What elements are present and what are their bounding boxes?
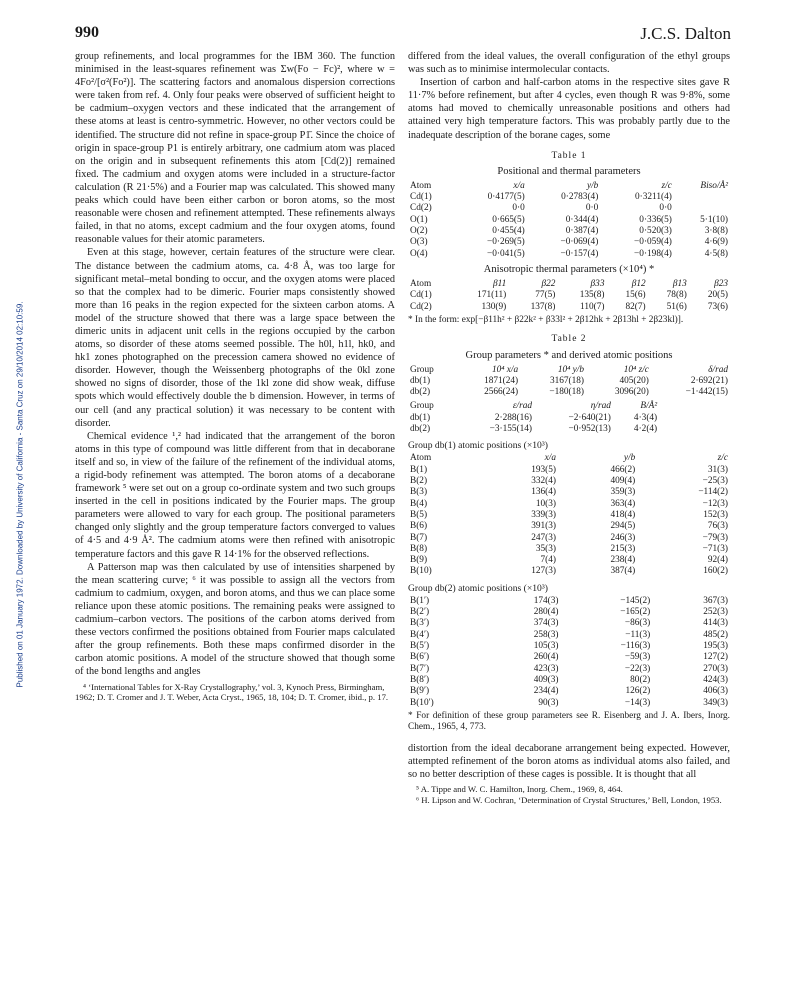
table-cell: 215(3) bbox=[610, 543, 636, 554]
table-1-caption: Table 1 bbox=[551, 150, 587, 161]
table-cell: 418(4) bbox=[610, 509, 636, 520]
table-row bbox=[408, 521, 730, 532]
table-cell: 76(3) bbox=[707, 521, 728, 532]
table-cell: 0·0 bbox=[659, 203, 672, 214]
table-cell: 409(3) bbox=[533, 674, 559, 685]
table-cell: −2·640(21) bbox=[568, 412, 611, 423]
table-cell: 247(3) bbox=[531, 532, 556, 543]
table-cell: −0·157(4) bbox=[560, 248, 599, 259]
table-cell: 409(4) bbox=[610, 476, 636, 487]
table-cell: −145(2) bbox=[620, 595, 651, 606]
table-cell: 294(5) bbox=[610, 521, 636, 532]
table-cell: 270(3) bbox=[703, 663, 728, 674]
table-2-note: * For definition of these group parameters see R. Eisenberg and J. A. Ibers, Inorg. Chem., 1965, 4, 773. bbox=[408, 710, 730, 733]
table-cell bbox=[674, 203, 730, 214]
table-cell: 127(3) bbox=[531, 566, 556, 577]
table-cell: 258(3) bbox=[533, 629, 559, 640]
table-cell: db(1) bbox=[410, 412, 431, 423]
table-header-cell: β22 bbox=[541, 279, 556, 290]
table-cell: 7(4) bbox=[540, 555, 556, 566]
table-cell: 15(6) bbox=[625, 290, 646, 301]
table-cell: 414(3) bbox=[703, 618, 728, 629]
table-header-cell: 10⁴ z/c bbox=[623, 364, 649, 375]
table-row bbox=[408, 226, 730, 237]
table-cell: 3096(20) bbox=[614, 387, 649, 398]
table-cell: 332(4) bbox=[531, 476, 556, 487]
table-row bbox=[408, 686, 730, 697]
table-cell: 135(8) bbox=[579, 290, 605, 301]
table-cell: 20(5) bbox=[707, 290, 728, 301]
table-header-cell: Group bbox=[410, 364, 434, 375]
table-row bbox=[408, 596, 730, 607]
table-cell: 3167(18) bbox=[549, 375, 585, 386]
table-cell: B(5′) bbox=[410, 641, 430, 652]
table-cell: −0·041(5) bbox=[486, 248, 525, 259]
table-cell: 4·5(8) bbox=[704, 248, 728, 259]
table-cell: 171(11) bbox=[477, 290, 507, 301]
table-header-cell: Atom bbox=[410, 453, 432, 464]
table-row bbox=[408, 424, 659, 435]
table-row bbox=[408, 664, 730, 675]
paragraph: differed from the ideal values, the overall configuration of the ethyl groups was such as to minimise intermolecular contacts. bbox=[408, 51, 730, 76]
table-1-anisotropic bbox=[408, 279, 730, 313]
table-cell: −0·059(4) bbox=[634, 237, 672, 248]
table-cell: 0·3211(4) bbox=[634, 192, 672, 203]
table-header-cell: Group bbox=[410, 401, 434, 412]
table-cell: 339(3) bbox=[531, 509, 556, 520]
table-row bbox=[408, 237, 730, 248]
table-header-cell: β23 bbox=[714, 279, 728, 290]
table-header-cell: x/a bbox=[513, 180, 525, 191]
table-cell: Cd(1) bbox=[410, 290, 432, 301]
table-header-cell: B/Å² bbox=[640, 401, 658, 412]
table-cell: 391(3) bbox=[531, 521, 556, 532]
table-cell: 92(4) bbox=[707, 555, 728, 566]
page-number: 990 bbox=[75, 24, 99, 41]
table-cell: 195(3) bbox=[703, 641, 728, 652]
table-row bbox=[408, 302, 730, 313]
table-cell: 260(4) bbox=[533, 652, 559, 663]
table-cell: 80(2) bbox=[630, 674, 651, 685]
table-row bbox=[408, 413, 659, 424]
table-row bbox=[408, 652, 730, 663]
table-header-cell: Biso/Å² bbox=[700, 180, 728, 191]
table-cell: 193(5) bbox=[531, 464, 556, 475]
table-cell: 31(3) bbox=[707, 464, 728, 475]
table-cell: 363(4) bbox=[610, 498, 636, 509]
table-2-group-parameters bbox=[408, 365, 730, 399]
paragraph: A Patterson map was then calculated by use of intensities sharpened by the mean scattering curve; ⁶ it was possible to assign all the vectors from cadmium to cadmium, oxygen, and boron atoms, and thus we can place some reliance upon these atomic positions. The remaining peaks were assigned to cadmium–carbon vectors. The positions of the carbon atoms derived from these vectors confirmed the positions obtained from Fourier maps calculated after the group refinements. Both these maps confirmed disorder in the carbon atomic positions. A model of the structure showed that though some of the bond lengths and angles bbox=[75, 561, 395, 678]
table-cell: B(6) bbox=[410, 521, 428, 532]
table-row bbox=[408, 192, 730, 203]
table-header-cell: δ/rad bbox=[708, 364, 728, 375]
table-cell: 2566(24) bbox=[484, 387, 519, 398]
db1-title: Group db(1) atomic positions (×10³) bbox=[408, 440, 548, 452]
table-1-note: * In the form: exp[−β11h² + β22k² + β33l² + 2β12hk + 2β13hl + 2β23kl)]. bbox=[408, 314, 684, 325]
table-cell: −14(3) bbox=[624, 697, 651, 708]
table-cell: −22(3) bbox=[624, 663, 651, 674]
table-row bbox=[408, 487, 730, 498]
table-cell: 110(7) bbox=[580, 301, 605, 312]
footnotes bbox=[408, 784, 730, 805]
table-cell: 0·520(3) bbox=[639, 226, 672, 237]
footnote: ⁵ A. Tippe and W. C. Hamilton, Inorg. Chem., 1969, 8, 464. bbox=[416, 784, 623, 795]
table-row bbox=[408, 555, 730, 566]
table-header-cell: ε/rad bbox=[512, 401, 533, 412]
table-row bbox=[408, 566, 730, 577]
table-cell bbox=[674, 192, 730, 203]
table-row bbox=[408, 249, 730, 260]
table-header-cell: z/c bbox=[661, 180, 672, 191]
table-header-cell: β11 bbox=[493, 279, 507, 290]
table-cell: 466(2) bbox=[610, 464, 636, 475]
table-cell: 3·8(8) bbox=[704, 226, 728, 237]
table-cell: 4·2(4) bbox=[633, 424, 658, 435]
table-row bbox=[408, 630, 730, 641]
table-cell: −79(3) bbox=[702, 532, 728, 543]
table-cell: 82(7) bbox=[625, 301, 646, 312]
table-1-positional bbox=[408, 181, 730, 260]
table-cell: 0·387(4) bbox=[565, 226, 599, 237]
table-cell: db(2) bbox=[410, 424, 431, 435]
table-cell: 90(3) bbox=[538, 697, 559, 708]
table-cell: 51(6) bbox=[666, 301, 687, 312]
table-header-cell: y/b bbox=[623, 453, 636, 464]
table-cell: 1871(24) bbox=[484, 375, 519, 386]
table-cell: O(2) bbox=[410, 226, 428, 237]
table-cell: 0·344(4) bbox=[565, 214, 599, 225]
download-notice[interactable]: Published on 01 January 1972. Downloaded by University of California - Santa Cruz on 29/10/2014 02:10:59. bbox=[15, 301, 25, 688]
table-cell: O(1) bbox=[410, 214, 428, 225]
paragraph: Chemical evidence ¹,² had indicated that the arrangement of the boron atoms in this type of compound was little different from that in decaborane itself and so, in view of the failure of the refinement of the individual atoms, a rigid-body refinement was attempted. The boron atoms of a decaborane framework ⁵ were set out on a group co-ordinate system and two such groups inserted in the cell in positions indicated by the Fourier maps. The group parameters were allowed to vary for each group. The positional parameters changed only slightly and the group temperature factors converged to values of 4·5 and 4·9 Å². The cadmium atoms were then refined with anisotropic temperature factors and this gave R 14·1% for the observed reflections. bbox=[75, 430, 395, 560]
left-column bbox=[75, 50, 395, 703]
table-cell: 252(3) bbox=[703, 607, 728, 618]
table-cell: 405(20) bbox=[619, 375, 649, 386]
table-cell: 137(8) bbox=[530, 301, 556, 312]
table-cell: B(4) bbox=[410, 498, 428, 509]
table-cell: 0·336(5) bbox=[639, 214, 672, 225]
table-cell: −0·952(13) bbox=[568, 424, 611, 435]
table-row bbox=[408, 215, 730, 226]
table-header-cell: Atom bbox=[410, 279, 432, 290]
table-cell: −0·269(5) bbox=[486, 237, 525, 248]
table-row bbox=[408, 641, 730, 652]
table-cell: 406(3) bbox=[703, 686, 728, 697]
table-cell: B(9′) bbox=[410, 686, 430, 697]
table-cell: −116(3) bbox=[620, 641, 651, 652]
table-cell: 0·0 bbox=[512, 203, 525, 214]
table-cell: B(2) bbox=[410, 476, 428, 487]
right-column bbox=[408, 50, 730, 805]
journal-title: J.C.S. Dalton bbox=[640, 24, 731, 43]
table-cell: db(1) bbox=[410, 375, 431, 386]
table-cell: B(10) bbox=[410, 566, 432, 577]
table-cell: B(7′) bbox=[410, 663, 430, 674]
table-cell: 423(3) bbox=[533, 663, 559, 674]
table-cell: B(3′) bbox=[410, 618, 430, 629]
table-cell: 424(3) bbox=[703, 674, 728, 685]
table-header-cell: Atom bbox=[410, 180, 432, 191]
table-cell: 367(3) bbox=[703, 595, 728, 606]
table-header-cell: β13 bbox=[672, 279, 687, 290]
table-row bbox=[408, 465, 730, 476]
table-cell: −71(3) bbox=[702, 543, 728, 554]
table-row bbox=[408, 203, 730, 214]
table-cell: 0·2783(4) bbox=[561, 192, 599, 203]
table-cell: 359(3) bbox=[610, 487, 636, 498]
table-cell: 0·665(5) bbox=[492, 214, 525, 225]
table-cell: 73(6) bbox=[707, 301, 728, 312]
table-cell: 78(8) bbox=[666, 290, 687, 301]
table-cell: 4·6(9) bbox=[704, 237, 728, 248]
table-cell: B(1′) bbox=[410, 595, 430, 606]
table-cell: −0·198(4) bbox=[634, 248, 672, 259]
table-row bbox=[408, 618, 730, 629]
table-cell: −180(18) bbox=[549, 387, 585, 398]
table-cell: 5·1(10) bbox=[700, 214, 728, 225]
table-cell: 35(3) bbox=[535, 543, 556, 554]
footnote: ⁴ ‘International Tables for X-Ray Crystallography,’ vol. 3, Kynoch Press, Birmingham, 1962; D. T. Cromer and J. T. Weber, Acta Cryst., 1965, 18, 104; D. T. Cromer, ibid., p. 17. bbox=[75, 681, 389, 703]
table-row bbox=[408, 675, 730, 686]
table-2-caption: Table 2 bbox=[551, 334, 587, 345]
table-header-cell: 10⁴ y/b bbox=[557, 364, 585, 375]
table-row bbox=[408, 533, 730, 544]
table-cell: 105(3) bbox=[533, 641, 559, 652]
table-cell: 2·692(21) bbox=[690, 375, 728, 386]
paragraph: group refinements, and local programmes for the IBM 360. The function minimised in the least-squares refinement was Σw(Fo − Fc)², where w = 4Fo²/[σ²(Fo²)]. The scattering factors and anomalous dispersion corrections were taken from ref. 4. Only four peaks were observed of sufficient height to be cadmium–oxygen vectors and these indicated that the arrangement of these atoms at least is centro-symmetric. However, no other vectors could be identified. The structure did not refine in space-group P1̄. Since the choice of origin in space-group P1 is entirely arbitrary, one cadmium atom was placed on the origin and in subsequent refinements this atom [Cd(2)] remained fixed. The cadmium and oxygen atoms were included in a structure-factor calculation (R 21·5%) and a Fourier map was calculated. This showed many peaks which could have been either carbon or boron atoms, so the most reasonable were chosen and refinement attempted. These refinements always failed, in that no atoms, except cadmium and the four oxygen atoms, found reasonable values for their atomic parameters. bbox=[75, 51, 395, 246]
footnote: ⁶ H. Lipson and W. Cochran, ‘Determination of Crystal Structures,’ Bell, London, 1953. bbox=[416, 794, 722, 805]
table-cell: B(3) bbox=[410, 487, 428, 498]
paragraph: Even at this stage, however, certain features of the structure were clear. The distance between the cadmium atoms, ca. 4·8 Å, was too large for significant metal–metal bonding to occur, and the oxygen atoms were placed so that the complex had to be dimeric. Fourier maps consistently showed more than 16 peaks in the region expected for the sixteen carbon atoms. A model of the structure showed that there was a large space between the dimeric units in adjacent unit cells in the regions occupied by the carbon atoms, so disorder of these atoms seemed possible. The h0l, h1l, hk0, and hk1 zones photographed on the precession camera showed no evidence of disorder. However, though the Weissenberg photographs of the 0kl zone showed no signs of disorder, those of the 1kl zone did show weak, diffuse spots which would effectively double the b dimension. However, in terms of our cell (and any practical solution) it was necessary to be content with disorder. bbox=[75, 247, 395, 429]
table-2-db1-positions bbox=[408, 453, 730, 577]
table-header-cell: 10⁴ x/a bbox=[491, 364, 519, 375]
table-cell: −3·155(14) bbox=[489, 424, 533, 435]
paragraph: distortion from the ideal decaborane arrangement being expected. However, attempted refinement of the boron atoms as individual atoms also failed, and so no better description of these cages is possible. It is thought that all bbox=[408, 742, 730, 780]
table-cell: B(4′) bbox=[410, 629, 430, 640]
table-cell: 174(3) bbox=[533, 595, 559, 606]
table-cell: −86(3) bbox=[624, 618, 651, 629]
table-cell: 77(5) bbox=[535, 290, 556, 301]
table-cell: Cd(2) bbox=[410, 301, 432, 312]
table-cell: −165(2) bbox=[620, 607, 651, 618]
table-cell: 234(4) bbox=[533, 686, 559, 697]
table-cell: 152(3) bbox=[703, 509, 728, 520]
table-cell: −25(3) bbox=[702, 476, 728, 487]
table-cell: 349(3) bbox=[703, 697, 728, 708]
table-cell: −0·069(4) bbox=[560, 237, 599, 248]
table-cell: −11(3) bbox=[625, 629, 651, 640]
table-cell: B(9) bbox=[410, 555, 428, 566]
table-row bbox=[408, 698, 730, 709]
table-header-cell: x/a bbox=[544, 453, 556, 464]
table-cell: 126(2) bbox=[625, 686, 651, 697]
table-cell: 136(4) bbox=[531, 487, 556, 498]
table-2-group-angles bbox=[408, 401, 659, 435]
paragraph: Insertion of carbon and half-carbon atoms in the respective sites gave R 11·7% before refinement, but after 4 cycles, even though R was 9·8%, some atoms had moved to chemically unreasonable positions and others had attained very high temperature factors. This was probably partly due to the inadequate description of the borane cages, some bbox=[408, 77, 730, 141]
table-cell: 238(4) bbox=[610, 555, 636, 566]
table-cell: −1·442(15) bbox=[685, 387, 728, 398]
table-cell: db(2) bbox=[410, 387, 431, 398]
table-header-cell: β33 bbox=[590, 279, 605, 290]
table-cell: 485(2) bbox=[703, 629, 728, 640]
table-cell: −59(3) bbox=[624, 652, 651, 663]
table-row bbox=[408, 499, 730, 510]
table-cell: B(5) bbox=[410, 509, 428, 520]
table-cell: B(1) bbox=[410, 464, 428, 475]
table-row bbox=[408, 476, 730, 487]
table-cell: 130(9) bbox=[481, 301, 507, 312]
table-2-title: Group parameters * and derived atomic positions bbox=[465, 349, 673, 361]
table-row bbox=[408, 376, 730, 387]
table-header-cell: z/c bbox=[717, 453, 728, 464]
table-cell: O(3) bbox=[410, 237, 428, 248]
table-cell: 280(4) bbox=[533, 607, 559, 618]
table-cell: Cd(1) bbox=[410, 192, 432, 203]
table-cell: 127(2) bbox=[703, 652, 728, 663]
table-row bbox=[408, 290, 730, 301]
table-2-db2-positions bbox=[408, 596, 730, 709]
table-cell: B(8) bbox=[410, 543, 428, 554]
aniso-title: Anisotropic thermal parameters (×10⁴) * bbox=[483, 263, 655, 275]
table-cell: −114(2) bbox=[698, 487, 728, 498]
table-cell: O(4) bbox=[410, 248, 428, 259]
table-row bbox=[408, 510, 730, 521]
table-cell: B(2′) bbox=[410, 607, 430, 618]
table-cell: B(10′) bbox=[410, 697, 434, 708]
table-cell: 2·288(16) bbox=[494, 412, 533, 423]
table-cell: 4·3(4) bbox=[633, 412, 658, 423]
table-cell: Cd(2) bbox=[410, 203, 432, 214]
table-header-cell: η/rad bbox=[590, 401, 611, 412]
table-cell: B(6′) bbox=[410, 652, 430, 663]
footnotes bbox=[75, 682, 395, 703]
table-cell: 246(3) bbox=[610, 532, 636, 543]
table-row bbox=[408, 607, 730, 618]
table-header-cell: β12 bbox=[631, 279, 646, 290]
table-cell: 10(3) bbox=[535, 498, 556, 509]
table-cell: 0·455(4) bbox=[492, 226, 525, 237]
table-cell: 387(4) bbox=[610, 566, 636, 577]
table-cell: 0·4177(5) bbox=[487, 192, 525, 203]
table-1-title: Positional and thermal parameters bbox=[497, 165, 641, 177]
table-cell: B(7) bbox=[410, 532, 428, 543]
table-cell: B(8′) bbox=[410, 674, 430, 685]
table-header-cell: y/b bbox=[586, 180, 599, 191]
table-row bbox=[408, 387, 730, 398]
table-cell: 374(3) bbox=[533, 618, 559, 629]
table-row bbox=[408, 544, 730, 555]
table-cell: −12(3) bbox=[702, 498, 728, 509]
table-cell: 160(2) bbox=[703, 566, 728, 577]
table-cell: 0·0 bbox=[585, 203, 599, 214]
db2-title: Group db(2) atomic positions (×10³) bbox=[408, 582, 548, 594]
